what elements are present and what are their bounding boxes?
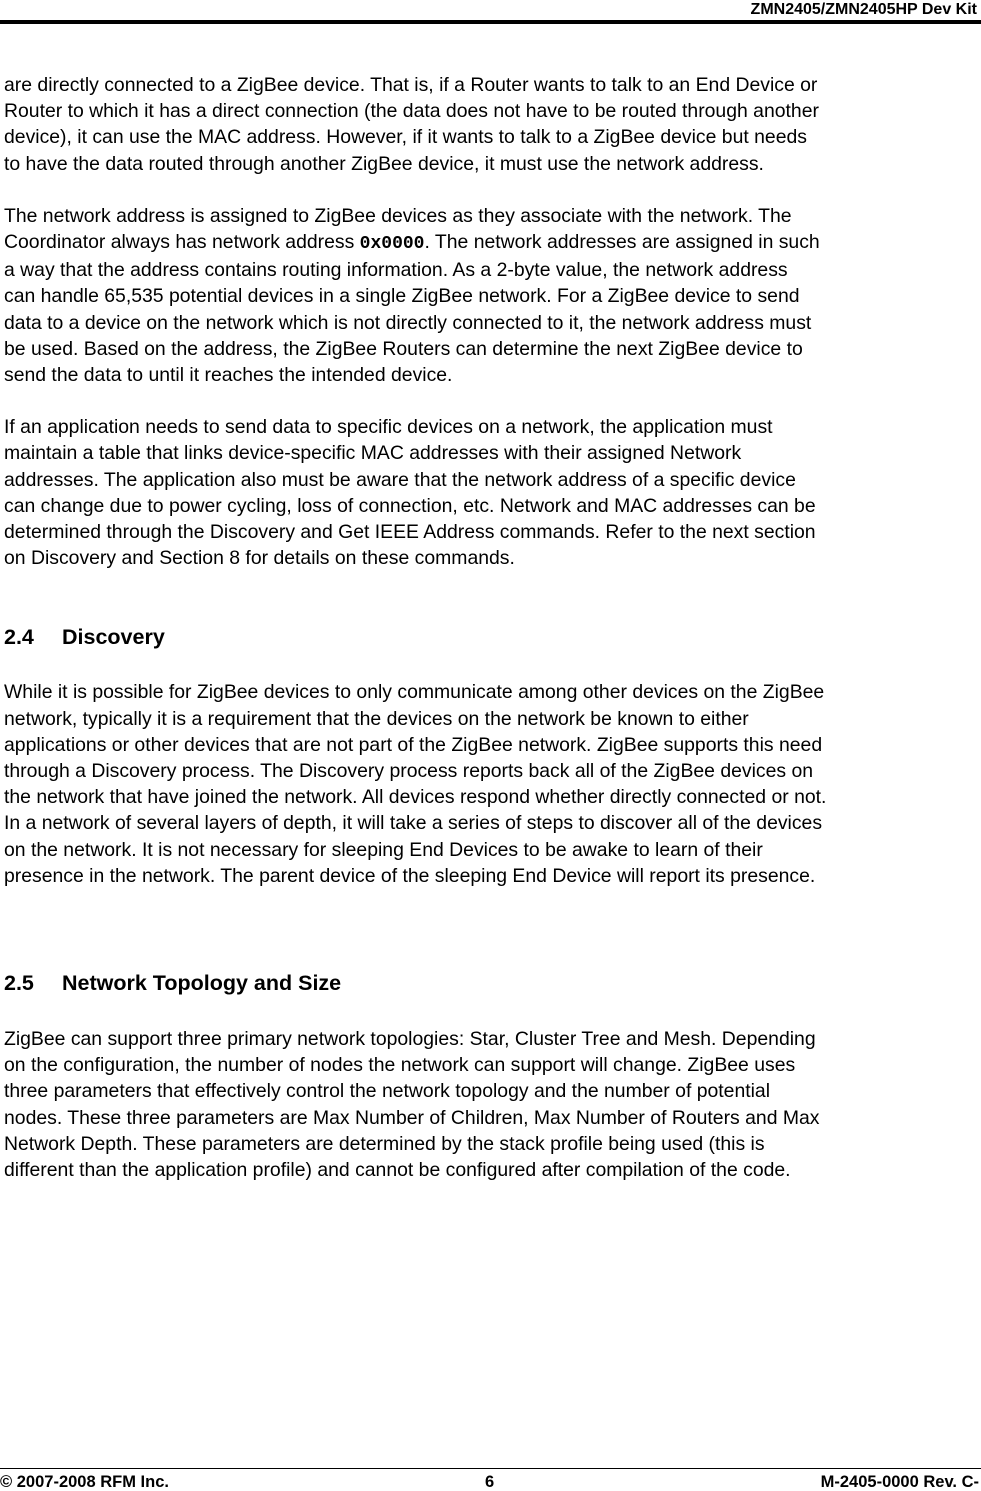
text-line: can handle 65,535 potential devices in a single ZigBee network. For a ZigBee device to send: [4, 285, 800, 308]
text-line: data to a device on the network which is not directly connected to it, the network address must: [4, 311, 812, 334]
text-line: In a network of several layers of depth, it will take a series of steps to discover all of the devices: [4, 812, 823, 835]
text-line: the network that have joined the network. All devices respond whether directly connected or not.: [4, 786, 827, 809]
text-line: The network address is assigned to ZigBee devices as they associate with the network. The: [4, 204, 792, 227]
text-line: nodes. These three parameters are Max Number of Children, Max Number of Routers and Max: [4, 1106, 820, 1129]
section-heading-discovery: [4, 623, 978, 651]
text-line: If an application needs to send data to specific devices on a network, the application must: [4, 416, 773, 439]
paragraph-network-address: [4, 203, 978, 388]
section-title: Network Topology and Size: [62, 971, 342, 996]
footer-copyright: © 2007-2008 RFM Inc.: [0, 1473, 169, 1491]
header-rule: [0, 20, 981, 24]
text-fragment: Coordinator always has network address: [4, 231, 360, 254]
text-line: maintain a table that links device-specific MAC addresses with their assigned Network: [4, 442, 742, 465]
text-line: three parameters that effectively control the network topology and the number of potential: [4, 1080, 771, 1103]
text-line: While it is possible for ZigBee devices to only communicate among other devices on the ZigBee: [4, 681, 825, 704]
text-line: on Discovery and Section 8 for details on these commands.: [4, 547, 515, 570]
footer-rule: [0, 1468, 981, 1469]
section-number: 2.4: [4, 625, 34, 650]
text-line: on the network. It is not necessary for sleeping End Devices to be awake to learn of their: [4, 838, 763, 861]
text-line: network, typically it is a requirement that the devices on the network be known to either: [4, 707, 749, 730]
text-line: Network Depth. These parameters are determined by the stack profile being used (this is: [4, 1132, 765, 1155]
footer-document-id: M-2405-0000 Rev. C-: [820, 1473, 979, 1491]
text-line: through a Discovery process. The Discovery process reports back all of the ZigBee devices on: [4, 760, 814, 783]
paragraph-application-table: [4, 414, 978, 571]
page-content: [4, 72, 978, 1183]
text-line: ZigBee can support three primary network topologies: Star, Cluster Tree and Mesh. Depending: [4, 1028, 816, 1051]
text-line: different than the application profile) and cannot be configured after compilation of the code.: [4, 1159, 791, 1182]
section-heading-network-topology: [4, 969, 978, 997]
text-line: Router to which it has a direct connection (the data does not have to be routed through another: [4, 100, 819, 123]
text-fragment: . The network addresses are assigned in such: [424, 231, 820, 254]
section-number: 2.5: [4, 971, 34, 996]
code-coordinator-address: 0x0000: [359, 234, 425, 255]
text-line: send the data to until it reaches the intended device.: [4, 364, 453, 387]
text-line: are directly connected to a ZigBee device. That is, if a Router wants to talk to an End Device or: [4, 74, 818, 96]
text-line: applications or other devices that are not part of the ZigBee network. ZigBee supports this need: [4, 733, 823, 756]
text-line: determined through the Discovery and Get IEEE Address commands. Refer to the next section: [4, 521, 816, 544]
document-header-title: ZMN2405/ZMN2405HP Dev Kit: [750, 1, 977, 18]
paragraph-addressing-intro: [4, 72, 978, 177]
text-line: device), it can use the MAC address. However, if it wants to talk to a ZigBee device but needs: [4, 126, 807, 149]
text-line: a way that the address contains routing information. As a 2-byte value, the network address: [4, 259, 788, 282]
footer-page-number: 6: [485, 1473, 495, 1491]
text-line: addresses. The application also must be aware that the network address of a specific device: [4, 468, 796, 491]
section-title: Discovery: [62, 625, 165, 650]
text-line: on the configuration, the number of nodes the network can support will change. ZigBee uses: [4, 1054, 796, 1077]
text-line: can change due to power cycling, loss of connection, etc. Network and MAC addresses can be: [4, 494, 816, 517]
paragraph-network-topology: [4, 1026, 978, 1183]
text-line: presence in the network. The parent device of the sleeping End Device will report its presence.: [4, 864, 816, 887]
text-line: be used. Based on the address, the ZigBee Routers can determine the next ZigBee device to: [4, 337, 803, 360]
document-footer: [0, 1473, 981, 1491]
paragraph-discovery: [4, 679, 978, 889]
text-line: [4, 229, 978, 257]
text-line: to have the data routed through another ZigBee device, it must use the network address.: [4, 152, 764, 175]
